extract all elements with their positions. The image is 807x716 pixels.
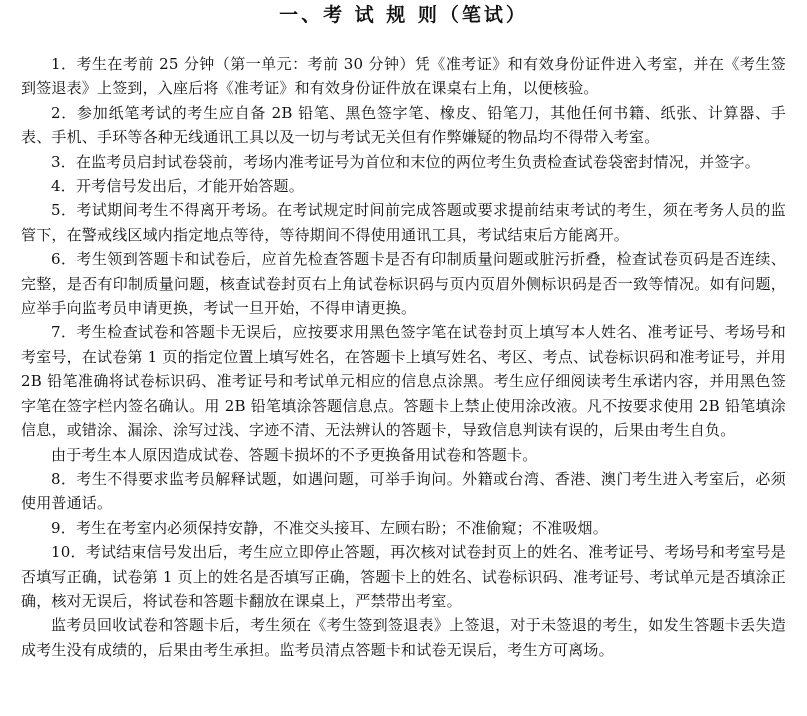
- rule-paragraph-10-note: 监考员回收试卷和答题卡后，考生须在《考生签到签退表》上签退，对于未签退的考生，如发生答题卡丢失造成考生没有成绩的，后果由考生承担。监考员清点答题卡和试卷无误后，考生方可离场。: [21, 616, 786, 659]
- rule-paragraph-7: 7．考生检查试卷和答题卡无误后，应按要求用黑色签字笔在试卷封页上填写本人姓名、准考证号、考场号和考室号，在试卷第 1 页的指定位置上填写姓名，在答题卡上填写姓名、考区、考点、试卷标识码和准考证号，并用 2B 铅笔准确将试卷标识码、准考证号和考试单元相应的信息点涂黑。考生应仔细阅读考生承诺内容，并用黑色签字笔在签字栏内签名确认。用 2B 铅笔填涂答题信息点。答题卡上禁止使用涂改液。凡不按要求使用 2B 铅笔填涂信息，或错涂、漏涂、涂写过浅、字迹不清、无法辨认的答题卡，导致信息判读有误的，后果由考生自负。: [21, 323, 786, 440]
- rule-paragraph-10: 10．考试结束信号发出后，考生应立即停止答题，再次核对试卷封页上的姓名、准考证号、考场号和考室号是否填写正确，试卷第 1 页上的姓名是否填写正确，答题卡上的姓名、试卷标识码、准考证号、考试单元是否填涂正确，核对无误后，将试卷和答题卡翻放在课桌上，严禁带出考室。: [21, 543, 786, 610]
- rule-paragraph-1: 1．考生在考前 25 分钟（第一单元：考前 30 分钟）凭《准考证》和有效身份证件进入考室，并在《考生签到签退表》上签到，入座后将《准考证》和有效身份证件放在课桌右上角，以便核验。: [21, 55, 786, 98]
- rule-paragraph-7-note: 由于考生本人原因造成试卷、答题卡损坏的不予更换备用试卷和答题卡。: [51, 445, 538, 464]
- rule-paragraph-8: 8．考生不得要求监考员解释试题，如遇问题，可举手询问。外籍或台湾、香港、澳门考生进入考室后，必须使用普通话。: [21, 469, 786, 513]
- rule-paragraph-4: 4．开考信号发出后，才能开始答题。: [51, 177, 304, 196]
- rule-paragraph-6: 6．考生领到答题卡和试卷后，应首先检查答题卡是否有印制质量问题或脏污折叠，检查试卷页码是否连续、完整，是否有印制质量问题，核查试卷封页右上角试卷标识码与页内页眉外侧标识码是否一致等情况。如有问题，应举手向监考员申请更换，考试一旦开始，不得申请更换。: [21, 250, 786, 318]
- rule-paragraph-2: 2．参加纸笔考试的考生应自备 2B 铅笔、黑色签字笔、橡皮、铅笔刀，其他任何书籍、纸张、计算器、手表、手机、手环等各种无线通讯工具以及一切与考试无关但有作弊嫌疑的物品均不得带入考室。: [21, 103, 786, 147]
- rule-paragraph-9: 9．考生在考室内必须保持安静，不准交头接耳、左顾右盼；不准偷窥；不准吸烟。: [51, 518, 608, 537]
- rule-paragraph-3: 3．在监考员启封试卷袋前，考场内准考证号为首位和末位的两位考生负责检查试卷袋密封情况，并签字。: [51, 152, 760, 171]
- section-title: 一、考 试 规 则（笔试）: [279, 4, 528, 26]
- rule-paragraph-5: 5．考试期间考生不得离开考场。在考试规定时间前完成答题或要求提前结束考试的考生，须在考务人员的监管下，在警戒线区域内指定地点等待，等待期间不得使用通讯工具，考试结束后方能离开。: [21, 201, 786, 244]
